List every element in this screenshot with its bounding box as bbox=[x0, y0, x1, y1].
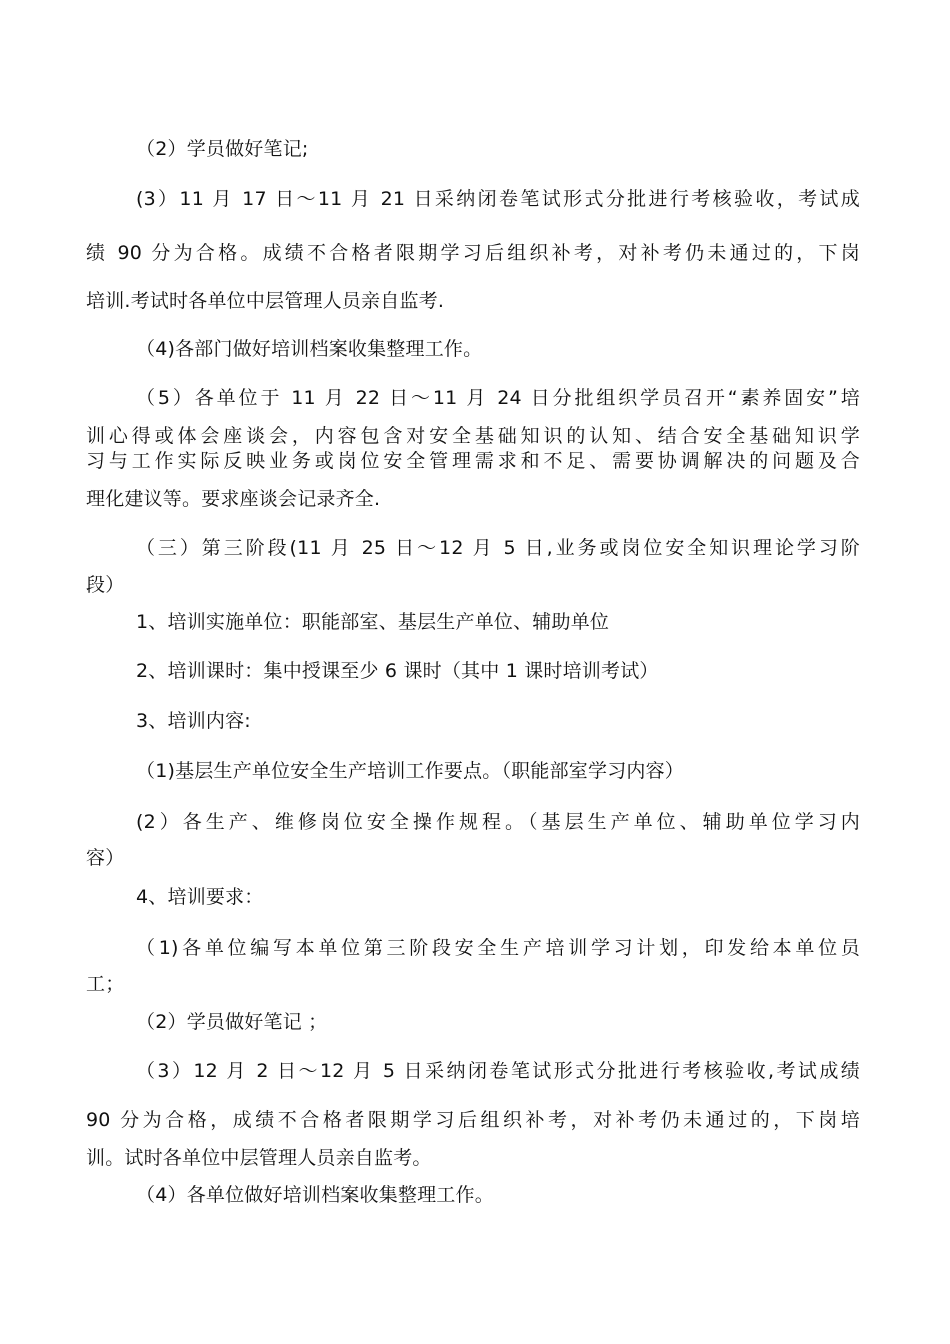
text-line: 绩 90 分为合格。成绩不合格者限期学习后组织补考，对补考仍未通过的，下岗 bbox=[86, 242, 860, 264]
text-line: (3）11 月 17 日～11 月 21 日采纳闭卷笔试形式分批进行考核验收，考试成 bbox=[136, 188, 860, 210]
text-line: （4）各单位做好培训档案收集整理工作。 bbox=[136, 1184, 494, 1206]
text-line: 工； bbox=[86, 973, 125, 995]
text-line: （1)各单位编写本单位第三阶段安全生产培训学习计划，印发给本单位员 bbox=[136, 937, 860, 959]
text-line: （3）12 月 2 日～12 月 5 日采纳闭卷笔试形式分批进行考核验收,考试成绩 bbox=[136, 1060, 860, 1082]
text-line: 3、培训内容: bbox=[136, 710, 251, 732]
text-line: （2）学员做好笔记 ； bbox=[136, 1011, 328, 1033]
section-heading: （三）第三阶段(11 月 25 日～12 月 5 日,业务或岗位安全知识理论学习阶 bbox=[136, 537, 860, 559]
text-line: 习与工作实际反映业务或岗位安全管理需求和不足、需要协调解决的问题及合 bbox=[86, 450, 860, 472]
text-line: （2）学员做好笔记; bbox=[136, 138, 309, 160]
text-line: 1、培训实施单位：职能部室、基层生产单位、辅助单位 bbox=[136, 611, 610, 633]
text-line: （4)各部门做好培训档案收集整理工作。 bbox=[136, 338, 483, 360]
text-line: （1)基层生产单位安全生产培训工作要点。（职能部室学习内容） bbox=[136, 760, 685, 782]
text-line: 训心得或体会座谈会，内容包含对安全基础知识的认知、结合安全基础知识学 bbox=[86, 425, 860, 447]
text-line: 训。试时各单位中层管理人员亲自监考。 bbox=[86, 1147, 432, 1169]
text-line: (2）各生产、维修岗位安全操作规程。（基层生产单位、辅助单位学习内 bbox=[136, 811, 860, 833]
text-line: （5）各单位于 11 月 22 日～11 月 24 日分批组织学员召开“素养固安”培 bbox=[136, 387, 860, 409]
text-line: 理化建议等。要求座谈会记录齐全. bbox=[86, 488, 381, 510]
text-line: 段） bbox=[86, 574, 125, 596]
text-line: 4、培训要求： bbox=[136, 886, 264, 908]
text-line: 2、培训课时：集中授课至少 6 课时（其中 1 课时培训考试） bbox=[136, 660, 659, 682]
text-line: 培训.考试时各单位中层管理人员亲自监考. bbox=[86, 290, 445, 312]
text-line: 90 分为合格，成绩不合格者限期学习后组织补考，对补考仍未通过的，下岗培 bbox=[86, 1109, 860, 1131]
text-line: 容） bbox=[86, 847, 125, 869]
